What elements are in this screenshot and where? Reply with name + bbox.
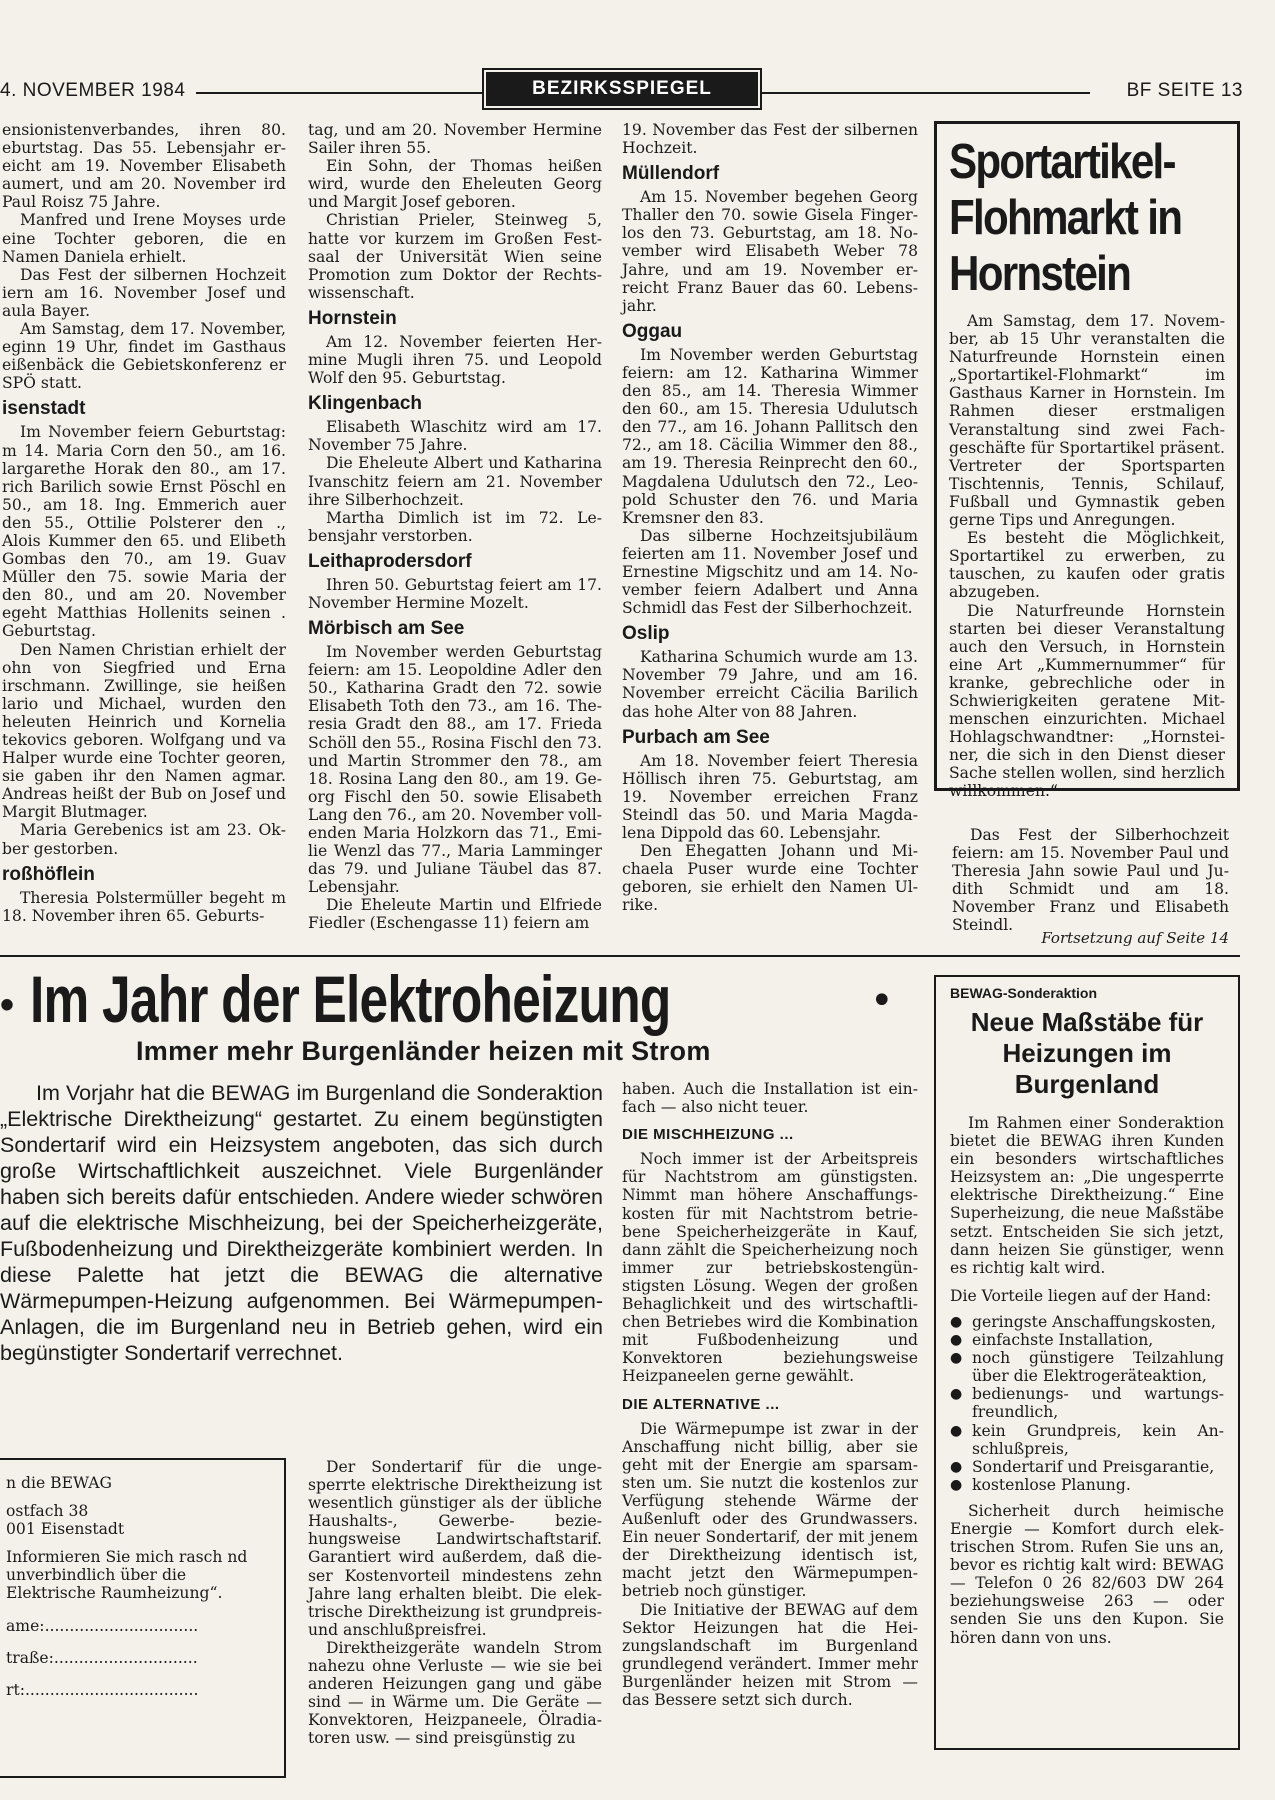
article-lead <box>0 1080 603 1366</box>
subsection-heading: DIE MISCHHEIZUNG ... <box>622 1126 794 1144</box>
town-heading: Oslip <box>622 623 670 645</box>
flohmarkt-box <box>934 121 1240 801</box>
paragraph: Den Namen Christian erhielt der ohn von Siegfried und Erna irschmann. Zwillinge, sie heißen lario und Michael, wurden den heleuten Heinrich und Kornelia tekovics geboren. Wolfgang und va Halper wurde eine Tochter georen, sie gaben ihr den Namen agmar. Andreas heißt der Bub on Josef und Margit Blutmager. <box>2 640 286 822</box>
article-column-3 <box>622 1080 918 1709</box>
paragraph: Am 18. November feiert Theresia Höllisch ihren 75. Geburtstag, am 19. November erreichen Franz Steindl das 50. und Maria Magdalena Dippold das 60. Lebensjahr. <box>622 751 918 842</box>
paragraph: Im November werden Geburtstag feiern: am 12. Katharina Wimmer den 85., am 14. Theresia Wimmer den 60., am 15. Theresia Udulutsch den 77., am 16. Johann Pallitsch den 72., am 18. Cäcilia Wimmer den 88., am 19. Theresia Reinprecht den 60., Magdalena Udulutsch den 72., Leopold Schuster den 76. und Maria Kremsner den 83. <box>622 345 918 527</box>
paragraph: tag, und am 20. November Hermine Sailer ihren 55. <box>308 121 602 158</box>
bewag-kicker: BEWAG-Sonderaktion <box>950 985 1098 1001</box>
page-number: BF SEITE 13 <box>1126 80 1243 101</box>
town-heading: Müllendorf <box>622 163 720 185</box>
town-heading: Mörbisch am See <box>308 618 465 640</box>
lead-paragraph: Im Vorjahr hat die BEWAG im Burgenland die Sonderaktion „Elektrische Direktheizung“ gestartet. Zu einem begünstigten Sondertarif wird ein Heizsystem angeboten, das sich durch große Wirtschaftlichkeit auszeichnet. Viele Burgenländer haben sich bereits dafür entschieden. Andere wieder schwören auf die elektrische Mischheizung, bei der Speicherheizgeräte, Fußbodenheizung und Direktheizgeräte kombiniert werden. In diese Palette hat jetzt die BEWAG die alternative Wärmepumpen-Heizung aufgenommen. Bei Wärmepumpen-Anlagen, die im Burgenland neu in Betrieb gehen, wird ein begünstigter Sondertarif verrechnet. <box>0 1081 603 1365</box>
name-field[interactable]: ame:............................... <box>6 1616 199 1635</box>
paragraph: ensionistenverbandes, ihren 80. eburtstag. Das 55. Lebensjahr ereicht am 19. November Elisabeth aumert, und am 20. November ird Paul Roisz 75 Jahre. <box>2 121 286 212</box>
paragraph: Sicherheit durch heimische Energie — Komfort durch elektrischen Strom. Rufen Sie uns an, bevor es richtig kalt wird: BEWAG — Telefon 0 26 82/603 DW 264 beziehungsweise 263 — oder senden Sie uns den Kupon. Sie hören dann von uns. <box>950 1501 1224 1647</box>
paragraph: Noch immer ist der Arbeitspreis für Nachtstrom am günstigsten. Nimmt man höhere Anschaffungskosten für mit Nachtstrom betriebene Speicherheizgeräte in Kauf, dann zählt die Speicherheizung noch immer zur betriebskostengünstigsten Lösung. Wegen der großen Behaglichkeit und des wirtschaftlichen Betriebes wird die Kombination mit Fußbodenheizung und Konvektoren beziehungsweise Heizpaneelen gerne gewählt. <box>622 1150 918 1386</box>
town-heading: roßhöflein <box>2 863 95 885</box>
advantages-list <box>950 1313 1224 1494</box>
article-headline <box>0 964 925 1040</box>
title-line: Flohmarkt in <box>949 191 1182 245</box>
paragraph: Elisabeth Wlaschitz wird am 17. November 75 Jahre. <box>308 418 602 455</box>
paragraph: Manfred und Irene Moyses urde eine Tochter geboren, die en Namen Daniela erhielt. <box>2 211 286 266</box>
header-rule-right <box>760 92 1090 94</box>
town-heading: Hornstein <box>308 307 397 329</box>
list-item: ● noch günstigere Teilzahlung über die Elektrogeräteaktion, <box>950 1349 1224 1385</box>
paragraph: Am 12. November feierten Hermine Mugli ihren 75. und Leopold Wolf den 95. Geburtstag. <box>308 332 602 388</box>
title-line: Sportartikel- <box>949 135 1175 189</box>
article-subheadline: Immer mehr Burgenländer heizen mit Strom <box>136 1036 711 1066</box>
paragraph: Die Eheleute Albert und Katharina Ivanschitz feiern am 21. November ihre Silberhochzeit. <box>308 454 602 509</box>
paragraph: Im November werden Geburtstag feiern: am 15. Leopoldine Adler den 50., Katharina Gradt den 72. sowie Elisabeth Toth den 73., am 16. Theresia Gradt den 88., am 17. Frieda Schöll den 55., Rosina Fischl den 73. und Martin Strommer den 78., am 18. Rosina Lang den 80., am 19. Georg Fischl den 50. sowie Elisabeth Lang den 76., am 20. November vollenden Maria Holzkorn das 71., Emilie Wenzl das 77., Maria Lamminger das 79. und Juliane Täubel das 87. Lebensjahr. <box>308 643 602 897</box>
continued-note: Fortsetzung auf Seite 14 <box>1041 929 1229 947</box>
paragraph: Am Samstag, dem 17. November, ab 15 Uhr veranstalten die Naturfreunde Hornstein einen „Sportartikel-Flohmarkt“ im Gasthaus Karner in Hornstein. Im Rahmen dieser erstmaligen Veranstaltung sind zwei Fachgeschäfte für Sportartikel präsent. Vertreter der Sportsparten Tischtennis, Tennis, Schilauf, Fußball und Gymnastik geben gerne Tips und Anregungen. <box>949 312 1225 530</box>
coupon-request: Informieren Sie mich rasch nd unverbindlich über die Elektrische Raumheizung“. <box>6 1548 248 1603</box>
paragraph: Der Sondertarif für die ungesperrte elektrische Direktheizung ist wesentlich günstiger als der übliche Haushalts-, Gewerbe- beziehungsweise Landwirtschaftstarif. Garantiert wird außerdem, daß dieser Kostenvorteil mindestens zehn Jahre lang erhalten bleibt. Die elektrische Direktheizung ist grundpreis- und anschlußpreisfrei. <box>308 1458 602 1639</box>
paragraph: Die Naturfreunde Hornstein starten bei dieser Veranstaltung auch den Versuch, in Hornstein eine Art „Kummernummer“ für kranke, gebrechliche oder in Schwierigkeiten geratene Mitmenschen einzurichten. Michael Hohlagschwandtner: „Hornsteiner, die sich in den Dienst dieser Sache stellen wollen, sind herzlich willkommen.“ <box>949 601 1225 801</box>
list-item: ● kein Grundpreis, kein Anschlußpreis, <box>950 1422 1224 1458</box>
place-field[interactable]: rt:................................... <box>6 1680 199 1699</box>
silberhochzeit-note <box>952 826 1229 935</box>
flohmarkt-body <box>949 312 1225 801</box>
town-heading: Purbach am See <box>622 726 770 748</box>
paragraph: Maria Gerebenics ist am 23. Okber gestorben. <box>2 821 286 858</box>
bullet-icon: • <box>870 978 894 1024</box>
list-item: ● geringste Anschaffungskosten, <box>950 1313 1224 1331</box>
paragraph: Ein Sohn, der Thomas heißen wird, wurde den Eheleuten Georg und Margit Josef geboren. <box>308 157 602 212</box>
paragraph: Am Samstag, dem 17. November, eginn 19 Uhr, findet im Gasthaus eißenbäck die Gebietskonferenz er SPÖ statt. <box>2 320 286 393</box>
bullet-icon: • <box>0 982 14 1027</box>
list-item: ● Sondertarif und Preisgarantie, <box>950 1458 1224 1476</box>
paragraph: Das Fest der Silberhochzeit feiern: am 15. November Paul und Theresia Jahn sowie Paul und Judith Schmidt und am 18. November Franz und Elisabeth Steindl. <box>952 826 1229 935</box>
paragraph: Direktheizgeräte wandeln Strom nahezu ohne Verluste — wie sie bei anderen Heizungen gang und gäbe sind — in Wärme um. Die Geräte — Konvektoren, Heizpaneele, Ölradiatoren usw. — sind preisgünstig zu <box>308 1638 602 1748</box>
paragraph: Die Eheleute Martin und Elfriede Fiedler (Eschengasse 11) feiern am <box>308 896 602 933</box>
coupon-recipient: n die BEWAG <box>6 1474 112 1492</box>
town-heading: isenstadt <box>2 398 86 420</box>
coupon-postfach: ostfach 38 <box>6 1502 89 1521</box>
paragraph: Christian Prieler, Steinweg 5, hatte vor kurzem im Großen Festsaal der Universität Wien seine Promotion zum Doktor der Rechtswissenschaft. <box>308 211 602 302</box>
paragraph: 19. November das Fest der silbernen Hochzeit. <box>622 121 918 158</box>
town-heading: Leithaprodersdorf <box>308 550 472 572</box>
issue-date: 4. NOVEMBER 1984 <box>0 80 186 101</box>
list-item: ● kostenlose Planung. <box>950 1476 1224 1494</box>
paragraph: Es besteht die Möglichkeit, Sportartikel zu erwerben, zu tauschen, zu kaufen oder gratis abzugeben. <box>949 529 1225 602</box>
bewag-box <box>934 975 1240 1750</box>
paragraph: Das Fest der silbernen Hochzeit iern am 16. November Josef und aula Bayer. <box>2 265 286 320</box>
section-divider <box>0 955 1240 957</box>
paragraph: Am 15. November begehen Georg Thaller den 70. sowie Gisela Fingerlos den 73. Geburtstag, am 18. November wird Elisabeth Weber 78 Jahre, und am 19. November erreicht Franz Bauer das 60. Lebensjahr. <box>622 188 918 315</box>
paragraph: Theresia Polstermüller begeht m 18. November ihren 65. Geburts- <box>2 888 286 925</box>
paragraph: Die Initiative der BEWAG auf dem Sektor Heizungen hat die Heizungslandschaft im Burgenland grundlegend verändert. Immer mehr Burgenländer heizen mit Strom — das Bessere setzt sich durch. <box>622 1600 918 1709</box>
street-field[interactable]: traße:............................. <box>6 1648 198 1667</box>
list-item: ● einfachste Installation, <box>950 1331 1224 1349</box>
bewag-body <box>950 1114 1224 1647</box>
list-item: ● bedienungs- und wartungsfreundlich, <box>950 1385 1224 1421</box>
paragraph: Katharina Schumich wurde am 13. November 79 Jahre, und am 16. November erreicht Cäcilia Barilich das hohe Alter von 88 Jahren. <box>622 648 918 721</box>
title-line: Hornstein <box>949 247 1131 301</box>
coupon-city: 001 Eisenstadt <box>6 1520 125 1539</box>
bewag-title: Neue Maßstäbe für Heizungen im Burgenland <box>970 1007 1204 1099</box>
paragraph: Die Vorteile liegen auf der Hand: <box>950 1286 1212 1305</box>
header-rule-left <box>196 92 486 94</box>
paragraph: Das silberne Hochzeitsjubiläum feierten am 11. November Josef und Ernestine Migschitz und am 14. November feiern Adalbert und Anna Schmidl das Fest der Silberhochzeit. <box>622 526 918 618</box>
paragraph: Die Wärmepumpe ist zwar in der Anschaffung nicht billig, aber sie geht mit der Energie am sparsamsten um. Sie nutzt die kostenlos zur Verfügung stehende Wärme der Außenluft oder des Grundwassers. Ein neuer Sondertarif, der mit jenem der Direktheizung identisch ist, macht jetzt den Wärmepumpenbetrieb noch günstiger. <box>622 1419 918 1601</box>
subsection-heading: DIE ALTERNATIVE ... <box>622 1395 780 1413</box>
paragraph: Im Rahmen einer Sonderaktion bietet die BEWAG ihren Kunden ein besonders wirtschaftliches Heizsystem an: „Die ungesperrte elektrische Direktheizung.“ Eine Superheizung, die neue Maßstäbe setzt. Entscheiden Sie sich jetzt, dann heizen Sie günstiger, wenn es richtig kalt wird. <box>950 1114 1224 1277</box>
news-column-2 <box>308 121 602 933</box>
news-column-3 <box>622 121 918 914</box>
headline-text: Im Jahr der Elektroheizung <box>30 962 671 1036</box>
paragraph: haben. Auch die Installation ist einfach — also nicht teuer. <box>622 1080 918 1117</box>
town-heading: Klingenbach <box>308 393 423 415</box>
flohmarkt-title <box>949 134 1186 302</box>
paragraph: Den Ehegatten Johann und Michaela Puser wurde eine Tochter geboren, sie erhielt den Namen Ulrike. <box>622 842 918 915</box>
news-column-1 <box>2 121 286 925</box>
paragraph: Martha Dimlich ist im 72. Lebensjahr verstorben. <box>308 508 602 545</box>
paragraph: Ihren 50. Geburtstag feiert am 17. November Hermine Mozelt. <box>308 575 602 612</box>
coupon-form <box>0 1458 286 1778</box>
section-title: BEZIRKSSPIEGEL <box>486 72 758 106</box>
article-column-2 <box>308 1458 602 1748</box>
town-heading: Oggau <box>622 320 683 342</box>
paragraph: Im November feiern Geburtstag: m 14. Maria Corn den 50., am 16. largarethe Horak den 80., am 17. rich Barilich sowie Ernst Pöschl en 50., am 18. Ing. Emmerich auer den 55., Ottilie Polsterer den ., Alois Kummer den 65. und Elibeth Gombas den 70., am 19. Guav Müller den 75. sowie Maria der den 80., und am 20. November egeht Matthias Hollenits seinen . Geburtstag. <box>2 423 286 641</box>
